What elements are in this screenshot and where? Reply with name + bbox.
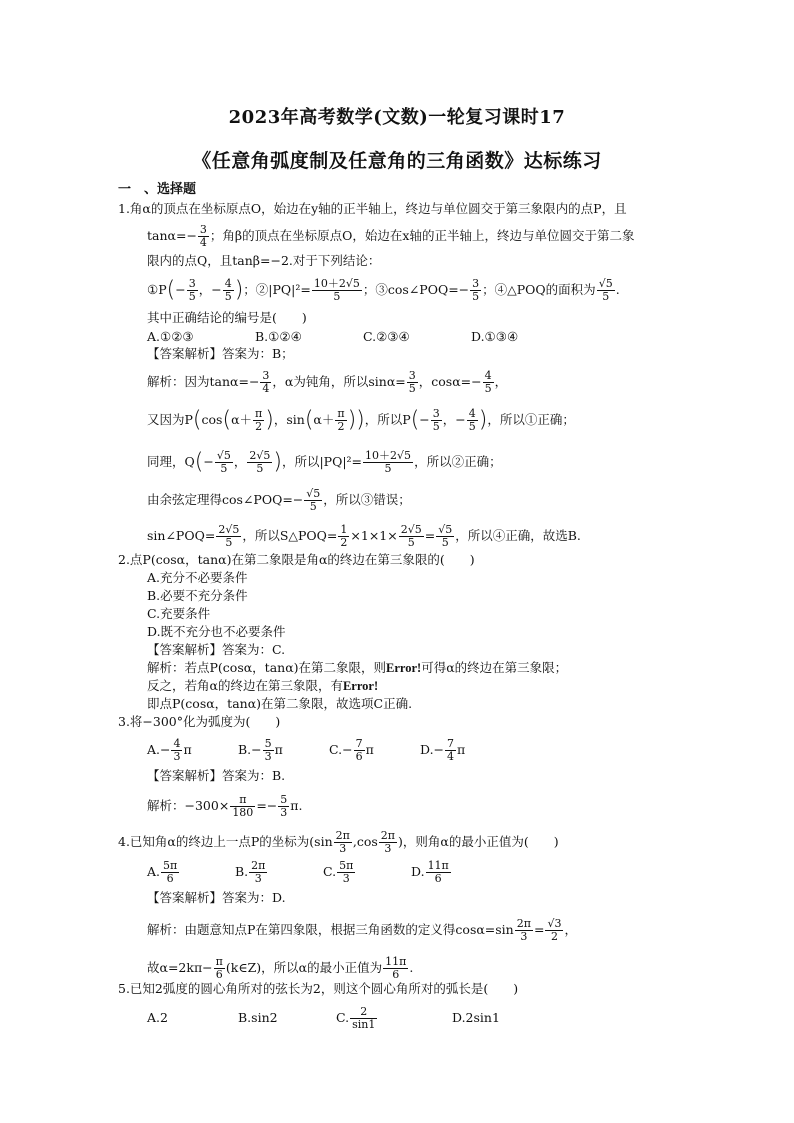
q5-option-c: C. $\frac{2}{\sin 1}$ [336,1005,376,1031]
q1-option-a: A.①②③ [147,329,194,344]
q2-option-a: A.充分不必要条件 [147,570,248,585]
q4-option-a: A. $\frac{5\pi}{6}$ [147,859,178,885]
q2-option-c: C.充要条件 [147,606,211,621]
q1-solution-line2: 又因为P(cos(α＋ $\frac{\pi}{2}$ )，sin(α＋ $\frac{\pi}{2}$ ))，所以P(− $\frac{3}{5}$ ，− $\frac{4}{5}$ )，所以①正确； [147,407,575,433]
q5-option-a: A.2 [147,1010,168,1025]
q4-option-b: B. $\frac{2\pi}{3}$ [235,859,266,885]
q1-answer: 【答案解析】答案为：B； [147,346,294,361]
q3-option-d: D.− $\frac{7}{4}$ π [420,737,466,763]
q2-solution-line1: 解析：若点P(cosα，tanα)在第二象限，则Error!可得α的终边在第三象限； [147,660,568,675]
q3-option-a: A.− $\frac{4}{3}$ π [147,737,192,763]
q2-option-b: B.必要不充分条件 [147,588,248,603]
q4-option-d: D. $\frac{11\pi}{6}$ [411,859,449,885]
q1-question: 其中正确结论的编号是( ) [147,310,307,325]
q1-option-c: C.②③④ [363,329,410,344]
q4-answer: 【答案解析】答案为：D. [147,890,286,905]
q4-stem: 4.已知角α的终边上一点P的坐标为(sin $\frac{2\pi}{3}$ ,cos $\frac{2\pi}{3}$ )，则角α的最小正值为( ) [118,829,559,855]
q3-answer: 【答案解析】答案为：B. [147,768,286,783]
q2-solution-line2: 反之，若角α的终边在第三象限，有Error! [147,678,379,693]
q2-solution-line3: 即点P(cosα，tanα)在第二象限，故选项C正确. [147,696,413,711]
q1-option-b: B.①②④ [255,329,302,344]
q3-stem: 3.将−300°化为弧度为( ) [118,714,281,729]
q1-solution-line5: sin∠POQ= $\frac{2√5}{5}$ ，所以S△POQ= $\frac{1}{2}$ ×1×1× $\frac{2√5}{5}$ = $\frac{√5}{5}$ ，所以④正确，故选B. [147,523,581,549]
q3-options [147,738,465,763]
q1-stem-line4: ①P(− $\frac{3}{5}$ ，− $\frac{4}{5}$ )；②|PQ|²= $\frac{10+2√5}{5}$ ；③cos∠POQ=− $\frac{3}{5}$ ；④△POQ的面积为 $\frac{√5}{5}$ . [147,277,620,303]
q1-solution-line1: 解析：因为tanα=− $\frac{3}{4}$ ，α为钝角，所以sinα= $\frac{3}{5}$ ，cosα=− $\frac{4}{5}$ ， [147,369,508,395]
q3-solution: 解析：−300× $\frac{\pi}{180}$ =− $\frac{5}{3}$ π. [147,793,303,819]
q5-stem: 5.已知2弧度的圆心角所对的弦长为2，则这个圆心角所对的弧长是( ) [118,981,519,996]
q2-option-d: D.既不充分也不必要条件 [147,624,286,639]
q1-stem-line3: 限内的点Q，且tanβ=−2.对于下列结论： [147,253,381,268]
q1-stem-line1: 1.角α的顶点在坐标原点O，始边在y轴的正半轴上，终边与单位圆交于第三象限内的点P，且 [118,201,627,216]
q1-option-d: D.①③④ [471,329,519,344]
q3-option-b: B.− $\frac{5}{3}$ π [238,737,283,763]
q1-solution-line4: 由余弦定理得cos∠POQ=− $\frac{√5}{5}$ ，所以③错误； [147,487,411,513]
q4-solution-line1: 解析：由题意知点P在第四象限，根据三角函数的定义得cosα=sin $\frac{2\pi}{3}$ = $\frac{√3}{2}$ ， [147,917,577,943]
page-title: 2023年高考数学(文数)一轮复习课时17 [228,107,566,128]
q1-stem-line2: tanα=− $\frac{3}{4}$ ；角β的顶点在坐标原点O，始边在x轴的正半轴上，终边与单位圆交于第二象 [147,223,635,249]
q5-option-d: D.2sin1 [452,1010,500,1025]
q4-options [147,860,452,885]
q1-solution-line3: 同理，Q(− $\frac{√5}{5}$ ， $\frac{2√5}{5}$ )，所以|PQ|²= $\frac{10+2√5}{5}$ ，所以②正确； [147,449,502,475]
q5-options [147,1006,500,1031]
q4-option-c: C. $\frac{5\pi}{3}$ [323,859,354,885]
section-heading: 一 、选择题 [118,182,197,197]
q3-option-c: C.− $\frac{7}{6}$ π [329,737,374,763]
q1-options [147,329,518,345]
q2-stem: 2.点P(cosα，tanα)在第二象限是角α的终边在第三象限的( ) [118,552,475,567]
q2-answer: 【答案解析】答案为：C. [147,642,286,657]
q4-solution-line2: 故α=2kπ− $\frac{\pi}{6}$ (k∈Z)，所以α的最小正值为 $\frac{11\pi}{6}$ . [147,955,414,981]
page-subtitle: 《任意角弧度制及任意角的三角函数》达标练习 [192,150,602,172]
q5-option-b: B.sin2 [238,1010,278,1025]
